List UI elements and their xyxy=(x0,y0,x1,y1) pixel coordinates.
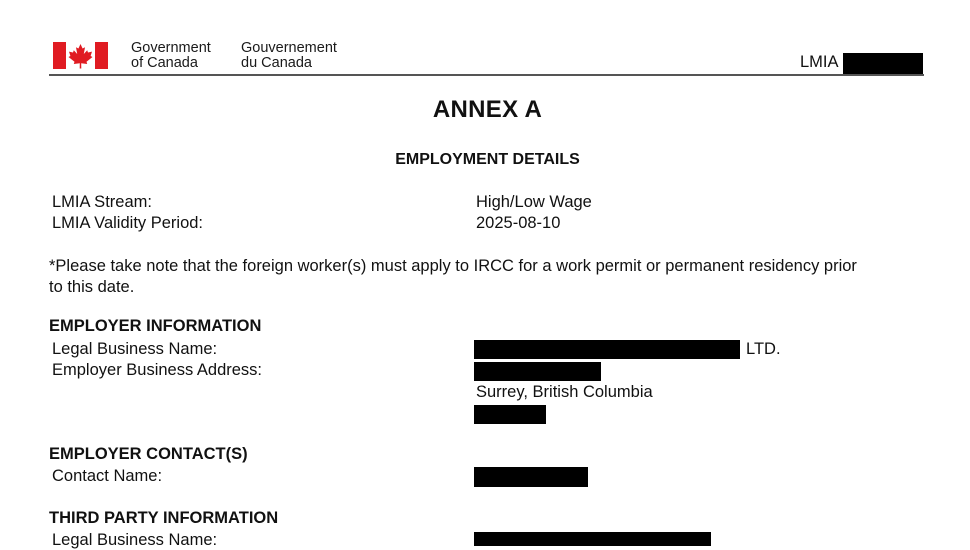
lmia-validity-value: 2025-08-10 xyxy=(476,214,561,232)
note-line-1: *Please take note that the foreign worker(s) must apply to IRCC for a work permit or permanent residency prior xyxy=(49,257,857,275)
annex-title: ANNEX A xyxy=(432,96,543,123)
lmia-stream-value: High/Low Wage xyxy=(476,193,592,211)
employer-legal-name-label: Legal Business Name: xyxy=(52,340,218,358)
government-of-canada-english xyxy=(131,41,211,71)
redacted-employer-street xyxy=(474,362,601,381)
lmia-stream-label: LMIA Stream: xyxy=(52,193,152,211)
redacted-third-party-legal-name xyxy=(474,532,711,546)
header-divider xyxy=(49,74,924,76)
employer-contact-heading: EMPLOYER CONTACT(S) xyxy=(49,445,248,463)
lmia-number-label: LMIA xyxy=(800,53,839,71)
employer-information-heading: EMPLOYER INFORMATION xyxy=(49,317,262,335)
note-line-2: to this date. xyxy=(49,278,135,296)
government-of-canada-french xyxy=(241,41,337,71)
flag-left-bar xyxy=(53,42,66,69)
redacted-employer-postal-code xyxy=(474,405,546,424)
gov-en-line2: of Canada xyxy=(131,55,198,71)
contact-name-label: Contact Name: xyxy=(52,467,163,485)
employer-address-label: Employer Business Address: xyxy=(52,361,263,379)
redacted-contact-name xyxy=(474,467,588,487)
gov-en-line1: Government xyxy=(131,40,211,56)
employer-legal-name-suffix: LTD. xyxy=(746,340,781,358)
maple-leaf-icon xyxy=(67,43,94,69)
employment-details-heading: EMPLOYMENT DETAILS xyxy=(395,151,580,168)
employer-city-province: Surrey, British Columbia xyxy=(476,383,653,401)
redacted-lmia-number xyxy=(843,53,923,74)
redacted-employer-legal-name xyxy=(474,340,740,359)
flag-right-bar xyxy=(95,42,108,69)
third-party-information-heading: THIRD PARTY INFORMATION xyxy=(49,509,279,527)
lmia-validity-label: LMIA Validity Period: xyxy=(52,214,204,232)
gov-fr-line1: Gouvernement xyxy=(241,40,337,56)
third-party-legal-name-label: Legal Business Name: xyxy=(52,531,218,549)
gov-fr-line2: du Canada xyxy=(241,55,312,71)
